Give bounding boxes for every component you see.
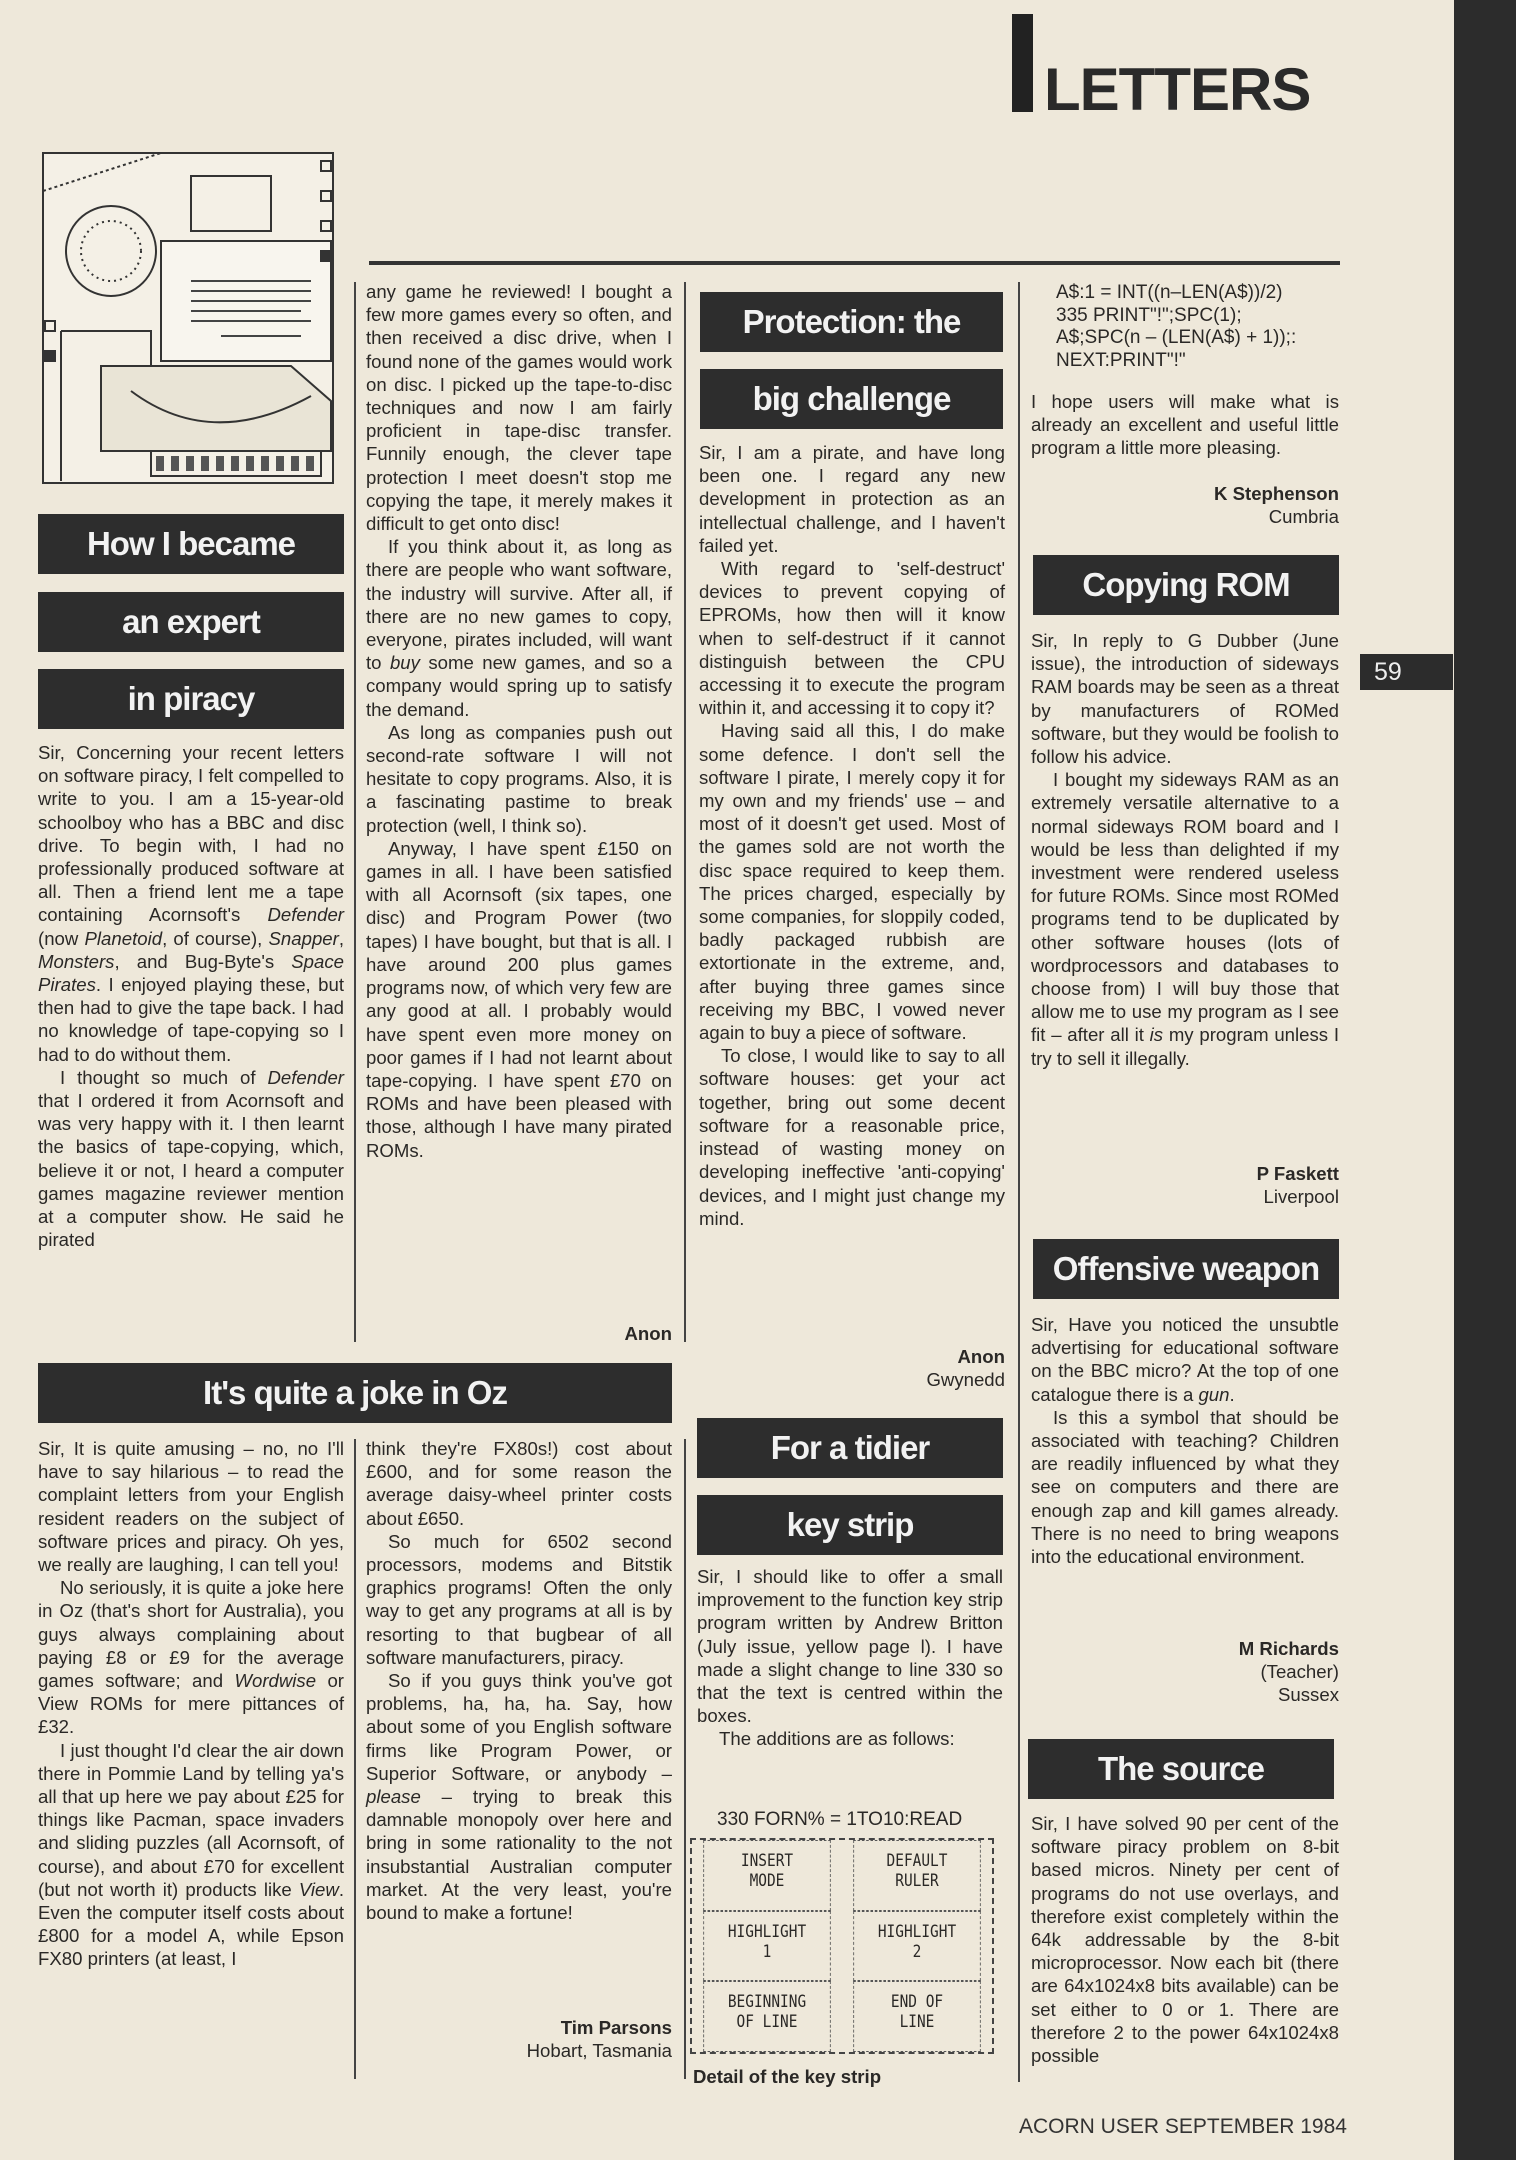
text-run: To close, I would like to say to all software houses: get your act together, bring out some decent software for a reasonable price, instead of wasting money on developing ineffective 'anti-copying' devices, and I might just change my mind. <box>699 1045 1005 1229</box>
text-run: Sir, In reply to G Dubber (June issue), the introduction of sideways RAM boards may be seen as a threat by manufacturers of ROMed software, but they would be foolish to follow his advice. <box>1031 630 1339 768</box>
paragraph <box>1031 629 1339 768</box>
paragraph <box>366 721 672 837</box>
headline-weapon: Offensive weapon <box>1033 1239 1339 1299</box>
signature-name: Anon <box>957 1346 1005 1367</box>
text-run: I bought my sideways RAM as an extremely versatile alternative to a normal sideways ROM board and I would be less than delighted if my investment were rendered useless for future ROMs. Since most ROMed programs tend to be duplicated by other software houses (lots of wordprocessors and databases to choose from) I will buy those that allow me to use my program as I see fit – after all it <box>1031 769 1339 1046</box>
key-strip-figure <box>690 1838 994 2054</box>
headline-keystrip-2: key strip <box>697 1495 1003 1555</box>
italic-title: Planetoid <box>84 927 163 949</box>
key-strip-cell: HIGHLIGHT 1 <box>703 1911 831 1982</box>
key-strip-cell: BEGINNING OF LINE <box>703 1981 831 2052</box>
protection-signature <box>699 1345 1005 1391</box>
signature-location: Sussex <box>1278 1684 1339 1706</box>
text-run: – trying to break this damnable monopoly over here and bring in some rationality to the not insubstantial Australian computer market. At the very least, you're bound to make a fortune! <box>366 1786 672 1924</box>
keystrip-signature <box>1031 482 1339 528</box>
key-strip-cell: END OF LINE <box>853 1981 981 2052</box>
headline-keystrip-1: For a tidier <box>697 1418 1003 1478</box>
paragraph <box>1031 768 1339 1070</box>
italic-title: Space Pirates <box>38 950 344 996</box>
keystrip-letter-end <box>1031 390 1339 460</box>
paragraph <box>366 1437 672 1530</box>
text-run: , <box>338 927 345 949</box>
rom-letter <box>1031 629 1339 1070</box>
text-run: Sir, It is quite amusing – no, no I'll have to say hilarious – to read the complaint letters from your English resident readers on the subject of software prices and piracy. Oh yes, we really are laughing, I can tell you! <box>38 1438 344 1576</box>
text-run: think they're FX80s!) cost about £600, and for some reason the average daisy-wheel printer costs about £650. <box>366 1438 672 1529</box>
text-run: So if you guys think you've got problems, ha, ha, ha. Say, how about some of you English software firms like Program Power, or Superior Software, or anybody – <box>366 1670 672 1784</box>
signature-location: Hobart, Tasmania <box>526 2040 672 2062</box>
piracy-letter-col2 <box>366 280 672 1162</box>
key-strip-cell: INSERT MODE <box>703 1840 831 1911</box>
text-run: that I ordered it from Acornsoft and was very happy with it. I then learnt the basics of tape-copying, which, believe it or not, I heard a computer games magazine reviewer mention at a computer show. He said he pirated <box>38 1090 344 1251</box>
key-strip-cell: HIGHLIGHT 2 <box>853 1911 981 1982</box>
text-run: Is this a symbol that should be associated with teaching? Children are readily influenced by what they see on computers and there are enough zap and kill games already. There is no need to bring weapons into the educational environment. <box>1031 1406 1339 1568</box>
paragraph <box>1031 390 1339 460</box>
column-rule <box>354 1439 356 2079</box>
headline-oz: It's quite a joke in Oz <box>38 1363 672 1423</box>
footer: ACORN USER SEPTEMBER 1984 <box>1019 2115 1347 2138</box>
text-run: , and Bug-Byte's <box>114 950 292 972</box>
headline-source: The source <box>1028 1739 1334 1799</box>
paragraph <box>366 1530 672 1669</box>
paragraph <box>699 557 1005 719</box>
signature-name: Tim Parsons <box>560 2017 672 2038</box>
headline-protection-2: big challenge <box>700 369 1003 429</box>
headline-protection-1: Protection: the <box>700 292 1003 352</box>
headline-piracy-1: How I became <box>38 514 344 574</box>
paragraph <box>366 837 672 1162</box>
signature-role: (Teacher) <box>1260 1661 1339 1683</box>
paragraph <box>38 1739 344 1971</box>
italic-title: gun <box>1198 1383 1230 1405</box>
signature-name: M Richards <box>1238 1638 1339 1659</box>
paragraph <box>1031 1313 1339 1406</box>
signature-name: K Stephenson <box>1214 483 1339 504</box>
text-run: The additions are as follows: <box>719 1728 955 1750</box>
text-run: (now <box>38 927 85 949</box>
text-run: Sir, Have you noticed the unsubtle advertising for educational software on the BBC micro? At the top of one catalogue there is a <box>1031 1314 1339 1405</box>
text-run: No seriously, it is quite a joke here in Oz (that's short for Australia), you guys always complaining about paying £8 or £9 for the average games software; and <box>38 1577 344 1692</box>
italic-title: please <box>366 1786 421 1808</box>
code-line: NEXT:PRINT"!" <box>1056 349 1186 371</box>
paragraph <box>38 1576 344 1738</box>
paragraph <box>699 1044 1005 1230</box>
column-rule <box>684 282 686 1342</box>
text-run: As long as companies push out second-rate software I will not hesitate to copy programs. Also, it is a fascinating pastime to break protection (well, I think so). <box>366 721 672 836</box>
rom-signature <box>1031 1162 1339 1208</box>
code-line: A$:1 = INT((n–LEN(A$))/2) <box>1056 282 1283 303</box>
protection-letter <box>699 441 1005 1230</box>
text-run: Having said all this, I do make some defence. I don't sell the software I pirate, I merely copy it for my own and my friends' use – and most of it doesn't get used. Most of the games sold are not worth the disc space required to keep them. The prices charged, especially by some companies, for sloppily coded, badly packaged rubbish are extortionate in the extreme, and, after buying three games since receiving my BBC, I vowed never again to buy a piece of software. <box>699 720 1005 1044</box>
text-run: Sir, I should like to offer a small improvement to the function key strip program written by Andrew Britton (July issue, yellow page l). I have made a slight change to line 330 so that the text is centred within the boxes. <box>697 1566 1003 1727</box>
text-run: . I enjoyed playing these, but then had to give the tape back. I had no knowledge of tape-copying so I had to do without them. <box>38 974 344 1065</box>
header-rule <box>369 261 1340 265</box>
paragraph <box>699 441 1005 557</box>
text-run: some new games, and so a company would spring up to satisfy the demand. <box>366 652 672 720</box>
text-run: Sir, I have solved 90 per cent of the software piracy problem on 8-bit based micros. Ninety per cent of programs do not use overlays, and therefore exist completely within the 64k addressable by the 8-bit microprocessor. Now each bit (there are 64x1024x8 bits available) can be set either to 0 or 1. There are therefore 2 to the power 64x1024x8 possible <box>1031 1813 1339 2067</box>
weapon-signature <box>1031 1637 1339 1707</box>
signature-location: Gwynedd <box>926 1369 1005 1391</box>
oz-letter-col2 <box>366 1437 672 1924</box>
italic-title: Wordwise <box>234 1670 317 1692</box>
italic-title: View <box>298 1878 339 1900</box>
code-continuation <box>1056 282 1296 372</box>
piracy-letter-col1 <box>38 741 344 1251</box>
text-run: , of course), <box>162 927 269 949</box>
text-run: Anyway, I have spent £150 on games in all. I have been satisfied with all Acornsoft (six tapes, one disc) and Program Power (two tapes) I have bought, but that is all. I have around 200 plus games programs now, of which very few are any good at all. I probably would have spent even more money on poor games if I had not learnt about tape-copying. I have spent £70 on ROMs and have been pleased with those, although I have many pirated ROMs. <box>366 837 672 1161</box>
italic-title: Snapper <box>268 927 339 949</box>
column-rule <box>1018 282 1020 2082</box>
paragraph <box>1031 1812 1339 2067</box>
section-title: LETTERS <box>1044 56 1311 123</box>
text-run: If you think about it, as long as there are people who want software, the industry will survive. After all, if there are no new games to copy, everyone, pirates included, will want to <box>366 536 672 674</box>
column-rule <box>354 282 356 1342</box>
code-line: 335 PRINT"!";SPC(1); <box>1056 304 1242 326</box>
italic-title: Monsters <box>38 950 115 972</box>
text-run: or View ROMs for mere pittances of £32. <box>38 1670 344 1738</box>
headline-piracy-3: in piracy <box>38 669 344 729</box>
page-edge <box>1454 0 1516 2160</box>
italic-title: buy <box>389 652 420 674</box>
piracy-signature <box>366 1322 672 1345</box>
text-run: I hope users will make what is already an excellent and useful little program a little more pleasing. <box>1031 391 1339 459</box>
text-run: any game he reviewed! I bought a few more games every so often, and then received a disc drive, when I found none of the games would work on disc. I picked up the tape-to-disc techniques and now I am fairly proficient in tape-disc transfer. Funnily enough, the clever tape protection I meet doesn't stop me copying the tape, it merely makes it difficult to get onto disc! <box>366 281 672 535</box>
paragraph <box>366 1669 672 1924</box>
signature-name: P Faskett <box>1256 1163 1339 1184</box>
page-number: 59 <box>1360 654 1453 690</box>
italic-title: Defender <box>267 1066 344 1088</box>
headline-piracy-2: an expert <box>38 592 344 652</box>
paragraph <box>366 535 672 721</box>
text-run: . Even the computer itself costs about £800 for a model A, while Epson FX80 printers (at least, I <box>38 1878 344 1970</box>
code-line: A$;SPC(n – (LEN(A$) + 1));: <box>1056 327 1297 348</box>
keystrip-letter <box>697 1565 1003 1751</box>
text-run: Sir, Concerning your recent letters on software piracy, I felt compelled to write to you. I am a 15-year-old schoolboy who has a BBC and disc drive. To begin with, I had no professionally produced software at all. Then a friend lent me a tape containing Acornsoft's <box>38 742 344 926</box>
oz-letter-col1 <box>38 1437 344 1971</box>
paragraph <box>699 719 1005 1044</box>
italic-title: Defender <box>267 904 344 926</box>
header-bar <box>1012 14 1033 112</box>
text-run: . <box>1229 1383 1235 1405</box>
paragraph <box>697 1565 1003 1727</box>
text-run: I just thought I'd clear the air down there in Pommie Land by telling ya's all that up here we pay about £25 for things like Pacman, space invaders and sliding puzzles (all Acornsoft, of course), and about £70 for excellent (but not worth it) products like <box>38 1739 344 1900</box>
code-line-330: 330 FORN% = 1TO10:READ <box>717 1809 963 1830</box>
text-run: my program unless I try to sell it illegally. <box>1031 1024 1339 1069</box>
paragraph <box>697 1727 1003 1750</box>
paragraph <box>1031 1406 1339 1568</box>
text-run: Sir, I am a pirate, and have long been one. I regard any new development in protection as an intellectual challenge, and I haven't failed yet. <box>699 442 1005 556</box>
paragraph <box>366 280 672 535</box>
text-run: With regard to 'self-destruct' devices to prevent copying of EPROMs, how then will it know when to self-destruct if it cannot distinguish between the CPU accessing it to execute the program within it, and accessing it to copy it? <box>699 558 1005 719</box>
signature-name: Anon <box>624 1323 672 1344</box>
signature-location: Liverpool <box>1263 1186 1339 1208</box>
key-strip-cell: DEFAULT RULER <box>853 1840 981 1911</box>
headline-rom: Copying ROM <box>1033 555 1339 615</box>
paragraph <box>38 1437 344 1576</box>
italic-title: is <box>1149 1024 1164 1046</box>
signature-location: Cumbria <box>1268 506 1339 528</box>
source-letter <box>1031 1812 1339 2067</box>
figure-caption: Detail of the key strip <box>693 2066 882 2087</box>
weapon-letter <box>1031 1313 1339 1568</box>
column-rule <box>684 1439 686 2079</box>
desk-illustration <box>41 151 353 511</box>
paragraph <box>38 1066 344 1252</box>
paragraph <box>38 741 344 1066</box>
oz-signature <box>366 2016 672 2062</box>
text-run: So much for 6502 second processors, modems and Bitstik graphics programs! Often the only way to get any programs at all is by resorting to that bugbear of all software manufacturers, piracy. <box>366 1530 672 1668</box>
text-run: I thought so much of <box>60 1066 268 1088</box>
